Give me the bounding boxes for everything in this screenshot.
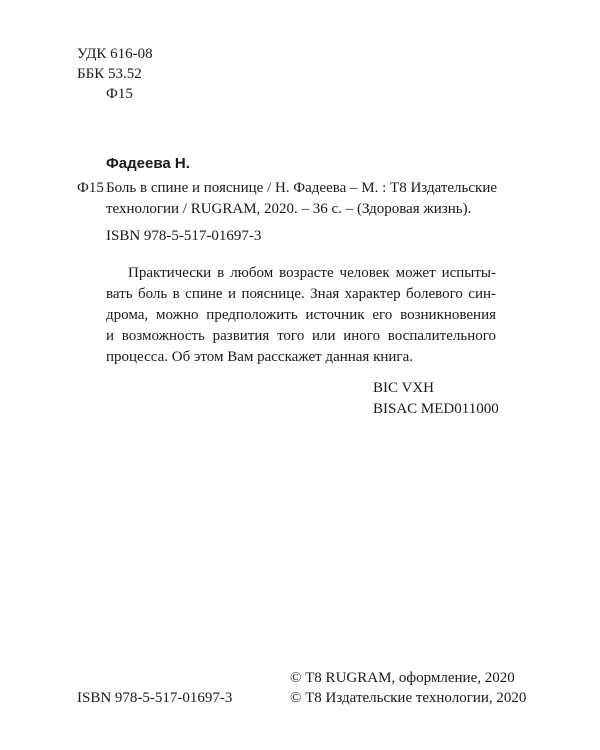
annotation-line: Практически в любом возрасте человек может испыты-	[128, 265, 496, 281]
annotation-line: процесса. Об этом Вам расскажет данная книга.	[106, 349, 413, 365]
record-code: Ф15	[77, 180, 104, 196]
record-isbn: ISBN 978-5-517-01697-3	[106, 228, 262, 244]
copyright-design: © Т8 RUGRAM, оформление, 2020	[290, 670, 515, 686]
bbk-code: ББК 53.52	[77, 66, 142, 82]
author-sign-code: Ф15	[106, 86, 133, 102]
annotation-line: дрома, можно предположить источник его возникновения	[106, 307, 496, 323]
copyright-publisher: © Т8 Издательские технологии, 2020	[290, 690, 527, 706]
footer-isbn: ISBN 978-5-517-01697-3	[77, 690, 233, 706]
author-heading: Фадеева Н.	[106, 155, 190, 172]
description-line: технологии / RUGRAM, 2020. – 36 с. – (Здоровая жизнь).	[106, 201, 472, 217]
annotation-line: и возможность развития того или иного воспалительного	[106, 328, 496, 344]
bisac-code: BISAC MED011000	[373, 401, 499, 417]
annotation-paragraph	[106, 263, 496, 368]
bic-code: BIC VXH	[373, 380, 434, 396]
annotation-line: вать боль в спине и пояснице. Зная характер болевого син-	[106, 286, 496, 302]
record-description	[106, 178, 496, 220]
description-line: Боль в спине и пояснице / Н. Фадеева – М. : Т8 Издательские	[106, 180, 498, 196]
udk-code: УДК 616-08	[77, 46, 153, 62]
